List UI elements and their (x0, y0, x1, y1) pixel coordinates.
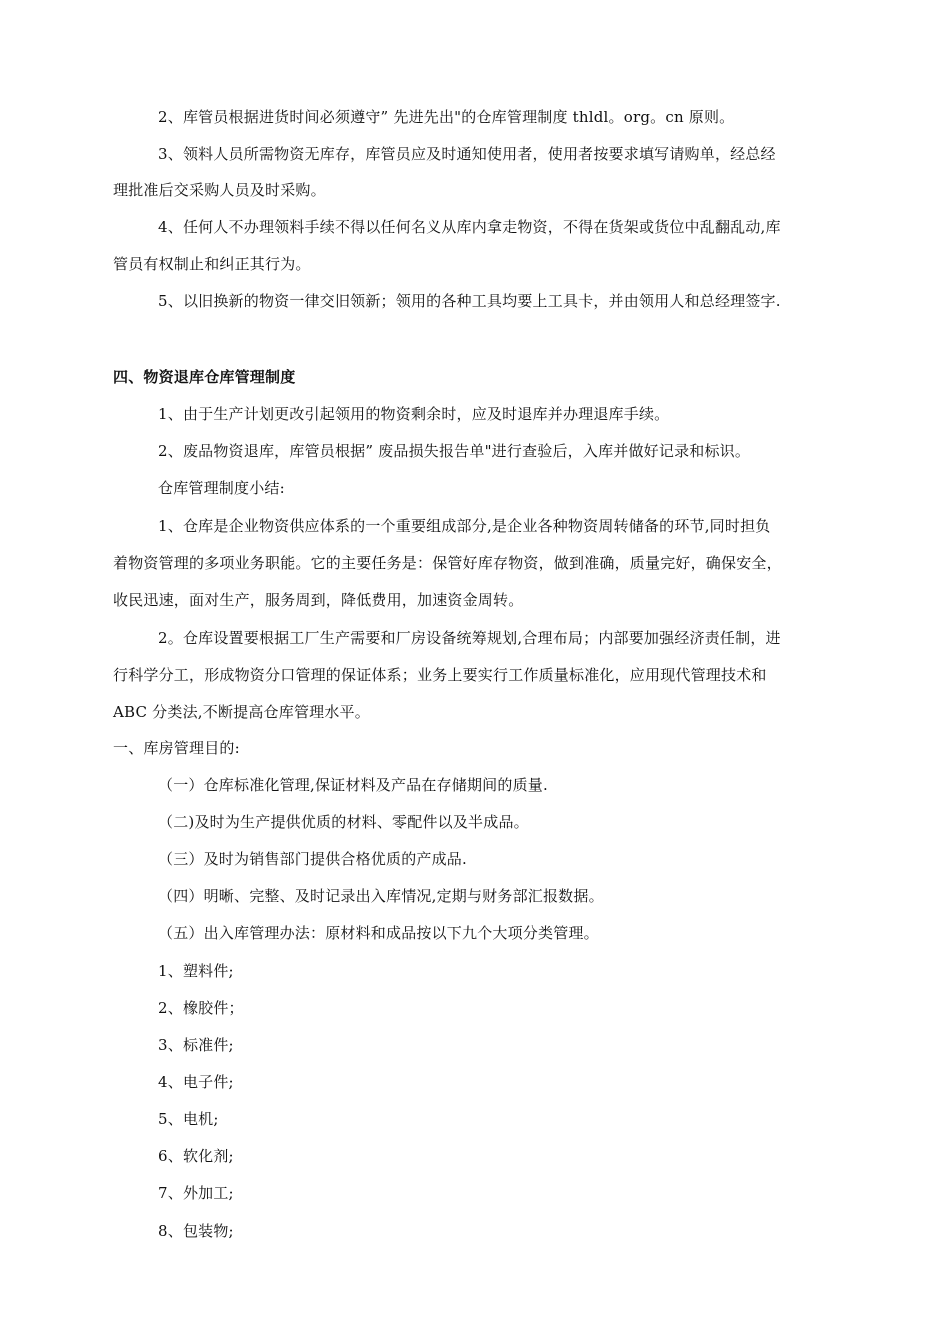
purpose-item-2: （二)及时为生产提供优质的材料、零配件以及半成品。 (158, 813, 529, 831)
purpose-item-4: （四）明晰、完整、及时记录出入库情况,定期与财务部汇报数据。 (158, 887, 604, 905)
return-item-2: 2、废品物资退库，库管员根据” 废品损失报告单"进行查验后，入库并做好记录和标识。 (158, 442, 751, 460)
summary-2-line-1: 2。仓库设置要根据工厂生产需要和厂房设备统筹规划,合理布局；内部要加强经济责任制，进 (158, 629, 781, 647)
category-item: 2、橡胶件； (158, 999, 244, 1017)
category-item: 4、电子件; (158, 1073, 234, 1091)
summary-title: 仓库管理制度小结: (158, 479, 285, 497)
purpose-heading: 一、库房管理目的: (113, 739, 240, 757)
category-item: 1、塑料件; (158, 962, 234, 980)
paragraph-item-3-line-2: 理批准后交采购人员及时采购。 (113, 181, 326, 199)
paragraph-item-5: 5、以旧换新的物资一律交旧领新；领用的各种工具均要上工具卡，并由领用人和总经理签字. (158, 292, 781, 310)
paragraph-item-2: 2、库管员根据进货时间必须遵守” 先进先出"的仓库管理制度 thldl。org。cn 原则。 (158, 108, 735, 126)
category-item: 5、电机; (158, 1110, 219, 1128)
paragraph-item-4-line-1: 4、任何人不办理领料手续不得以任何名义从库内拿走物资，不得在货架或货位中乱翻乱动,库 (158, 218, 781, 236)
summary-2-line-2: 行科学分工，形成物资分口管理的保证体系；业务上要实行工作质量标准化，应用现代管理技术和 (113, 666, 767, 684)
paragraph-item-3-line-1: 3、领料人员所需物资无库存，库管员应及时通知使用者，使用者按要求填写请购单，经总经 (158, 145, 776, 163)
summary-1-line-1: 1、仓库是企业物资供应体系的一个重要组成部分,是企业各种物资周转储备的环节,同时担负 (158, 517, 771, 535)
category-item: 8、包装物; (158, 1222, 234, 1240)
summary-1-line-3: 收民迅速，面对生产，服务周到，降低费用，加速资金周转。 (113, 591, 524, 609)
purpose-item-5: （五）出入库管理办法：原材料和成品按以下九个大项分类管理。 (158, 924, 599, 942)
section-heading-return: 四、物资退库仓库管理制度 (113, 368, 296, 386)
return-item-1: 1、由于生产计划更改引起领用的物资剩余时，应及时退库并办理退库手续。 (158, 405, 670, 423)
category-item: 6、软化剂; (158, 1147, 234, 1165)
summary-2-line-3: ABC 分类法,不断提高仓库管理水平。 (113, 703, 370, 721)
summary-1-line-2: 着物资管理的多项业务职能。它的主要任务是：保管好库存物资，做到准确，质量完好，确保安全， (113, 554, 782, 572)
category-item: 7、外加工; (158, 1184, 234, 1202)
purpose-item-3: （三）及时为销售部门提供合格优质的产成品. (158, 850, 467, 868)
paragraph-item-4-line-2: 管员有权制止和纠正其行为。 (113, 255, 311, 273)
category-item: 3、标准件; (158, 1036, 234, 1054)
purpose-item-1: （一）仓库标准化管理,保证材料及产品在存储期间的质量. (158, 776, 548, 794)
